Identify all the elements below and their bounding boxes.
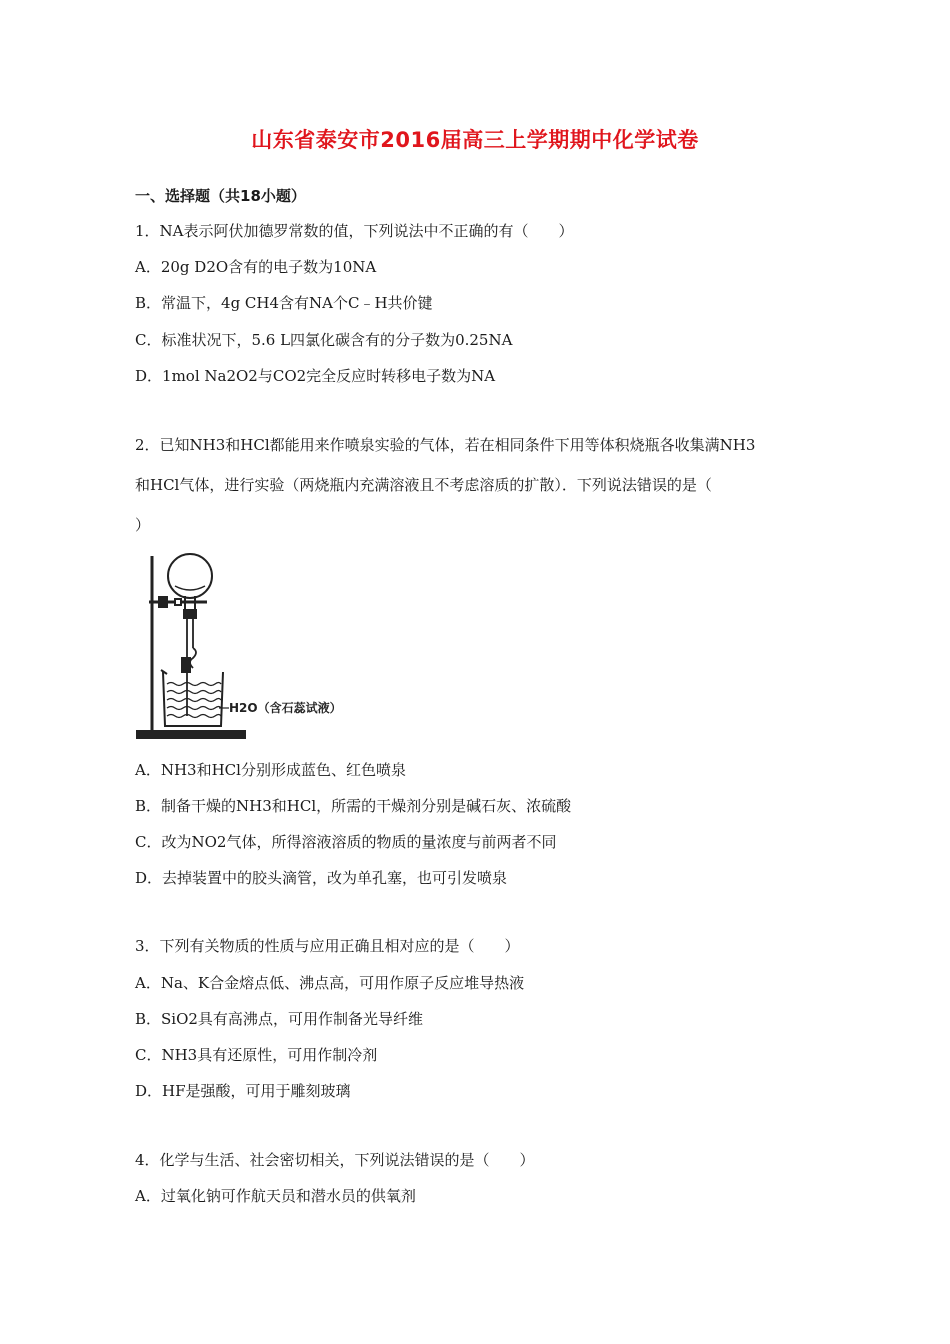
q3-option-d: D．HF是强酸，可用于雕刻玻璃 bbox=[135, 1082, 351, 1100]
q1-option-d: D．1mol Na2O2与CO2完全反应时转移电子数为NA bbox=[135, 367, 496, 385]
q1-option-c: C．标准状况下，5.6 L四氯化碳含有的分子数为0.25NA bbox=[135, 331, 513, 349]
q2-option-d: D．去掉装置中的胶头滴管，改为单孔塞，也可引发喷泉 bbox=[135, 869, 508, 887]
q3-option-b: B．SiO2具有高沸点，可用作制备光导纤维 bbox=[135, 1010, 423, 1028]
q3-option-a: A．Na、K合金熔点低、沸点高，可用作原子反应堆导热液 bbox=[135, 974, 525, 992]
q4-stem: 4．化学与生活、社会密切相关，下列说法错误的是（ ） bbox=[135, 1151, 535, 1169]
q3-option-c: C．NH3具有还原性，可用作制冷剂 bbox=[135, 1046, 378, 1064]
page-title: 山东省泰安市2016届高三上学期期中化学试卷 bbox=[251, 128, 699, 152]
q2-option-b: B．制备干燥的NH3和HCl，所需的干燥剂分别是碱石灰、浓硫酸 bbox=[135, 797, 572, 815]
q1-option-b: B．常温下，4g CH4含有NA个C﹣H共价键 bbox=[135, 294, 433, 312]
q4-option-a: A．过氧化钠可作航天员和潜水员的供氧剂 bbox=[135, 1187, 416, 1205]
q1-stem: 1．NA表示阿伏加德罗常数的值，下列说法中不正确的有（ ） bbox=[135, 222, 574, 240]
fountain-apparatus-diagram bbox=[135, 548, 365, 742]
q2-stem-line2: 和HCl气体，进行实验（两烧瓶内充满溶液且不考虑溶质的扩散）．下列说法错误的是（ bbox=[135, 476, 712, 494]
q2-option-a: A．NH3和HCl分别形成蓝色、红色喷泉 bbox=[135, 761, 406, 779]
q2-stem-line3: ） bbox=[135, 516, 151, 534]
q2-stem-line1: 2．已知NH3和HCl都能用来作喷泉实验的气体，若在相同条件下用等体积烧瓶各收集满NH3 bbox=[135, 436, 756, 454]
q2-option-c: C．改为NO2气体，所得溶液溶质的物质的量浓度与前两者不同 bbox=[135, 833, 557, 851]
q1-option-a: A．20g D2O含有的电子数为10NA bbox=[135, 258, 377, 276]
section-heading: 一、选择题（共18小题） bbox=[135, 187, 306, 205]
fountain-apparatus-figure bbox=[135, 548, 365, 746]
q3-stem: 3．下列有关物质的性质与应用正确且相对应的是（ ） bbox=[135, 937, 520, 955]
figure-label: H2O（含石蕊试液） bbox=[229, 701, 342, 715]
